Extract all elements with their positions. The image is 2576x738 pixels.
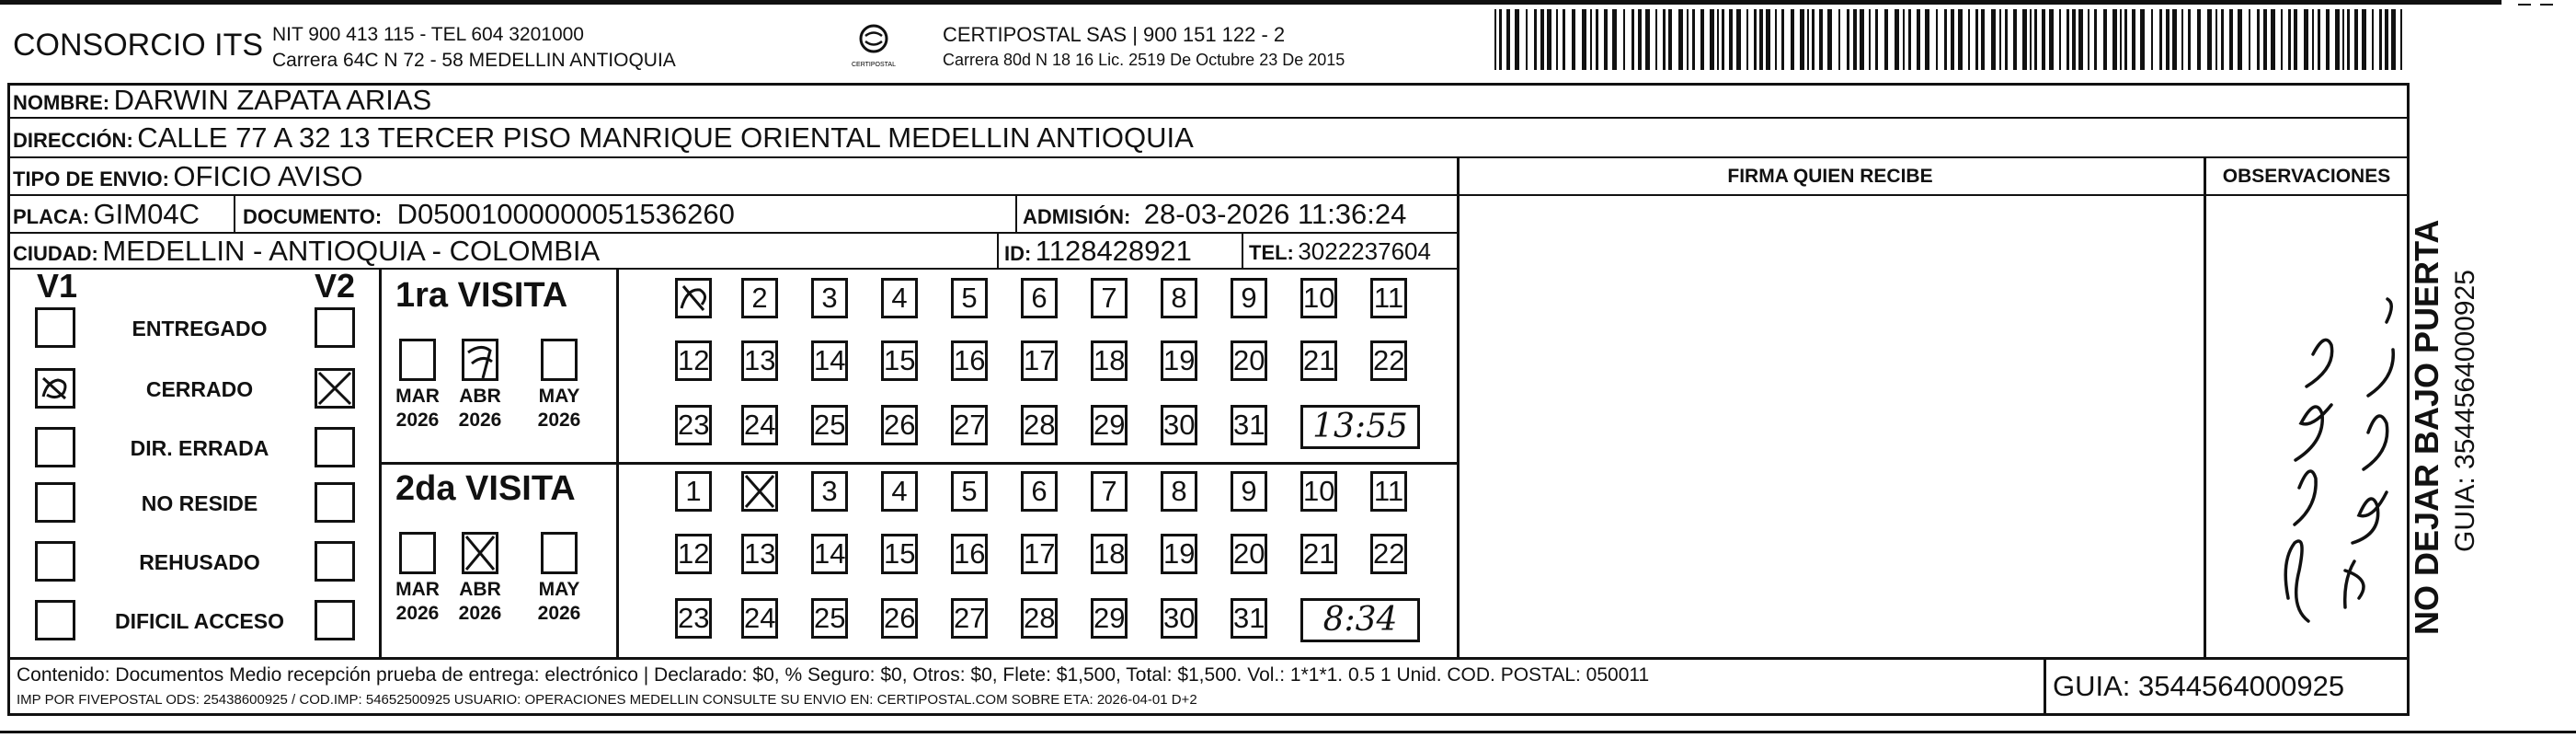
- barcode-bar: [1847, 9, 1849, 70]
- barcode-bar: [1668, 9, 1672, 70]
- direccion-row: [13, 120, 1194, 156]
- second-visit-day-box[interactable]: 25: [811, 598, 848, 639]
- barcode-bar: [1800, 9, 1804, 70]
- first-visit-day-box[interactable]: 17: [1021, 340, 1058, 381]
- nombre-value: DARWIN ZAPATA ARIAS: [113, 84, 432, 116]
- second-visit-month-box[interactable]: [462, 532, 498, 574]
- second-visit-day-box[interactable]: 27: [951, 598, 988, 639]
- v2-checkbox[interactable]: [315, 368, 355, 409]
- barcode-bar: [2140, 9, 2145, 70]
- barcode-bar: [1710, 9, 1714, 70]
- admision-value: 28-03-2026 11:36:24: [1143, 198, 1407, 230]
- barcode-bar: [1645, 9, 1650, 70]
- first-visit-day-box[interactable]: 14: [811, 340, 848, 381]
- second-visit-day-box[interactable]: 9: [1231, 471, 1267, 512]
- ciudad-cell: [13, 234, 600, 269]
- guia-vertical: GUIA: 3544564000925: [2450, 270, 2480, 552]
- barcode-bar: [2229, 9, 2233, 70]
- first-visit-day-box[interactable]: 2: [741, 278, 778, 318]
- cell-divider: [1242, 232, 1243, 269]
- second-visit-day-box[interactable]: 7: [1091, 471, 1128, 512]
- barcode-bar: [2372, 9, 2374, 70]
- second-visit-day-box[interactable]: 22: [1370, 534, 1407, 574]
- status-label: DIR. ERRADA: [130, 436, 269, 460]
- bottom-rule: [0, 731, 2576, 733]
- barcode-bar: [1556, 9, 1558, 70]
- first-visit-day-box[interactable]: 13: [741, 340, 778, 381]
- ciudad-label: CIUDAD:: [13, 242, 98, 265]
- visit-row-divider: [379, 462, 1459, 465]
- barcode-bar: [1968, 9, 1970, 70]
- barcode-bar: [1563, 9, 1565, 70]
- barcode-bar: [1499, 9, 1502, 70]
- barcode-bar: [2120, 9, 2122, 70]
- second-visit-day-box[interactable]: 20: [1231, 534, 1267, 574]
- v2-checkbox[interactable]: [315, 541, 355, 582]
- tel-value: 3022237604: [1298, 237, 1431, 265]
- barcode-bar: [2391, 9, 2396, 70]
- barcode-bar: [2067, 9, 2069, 70]
- first-visit-month-box[interactable]: [541, 339, 578, 381]
- barcode-bar: [1991, 9, 1996, 70]
- first-visit-day-box[interactable]: 10: [1300, 278, 1337, 318]
- tipo-envio-row: [13, 158, 363, 195]
- barcode-bar: [2022, 9, 2027, 70]
- first-visit-month-box[interactable]: [462, 339, 498, 381]
- placa-cell: [13, 196, 200, 233]
- tipo-envio-label: TIPO DE ENVIO:: [13, 167, 169, 190]
- barcode-bar: [1944, 9, 1947, 70]
- second-visit-day-box[interactable]: 11: [1370, 471, 1407, 512]
- first-visit-day-mark: [678, 281, 709, 316]
- admision-label: ADMISIÓN:: [1023, 205, 1131, 228]
- barcode-bar: [2042, 9, 2045, 70]
- barcode-bar: [2221, 9, 2224, 70]
- tel-cell: [1249, 234, 1431, 269]
- barcode-bar: [1903, 9, 1905, 70]
- first-visit-day-box[interactable]: 28: [1021, 405, 1058, 445]
- first-visit-day-box[interactable]: 27: [951, 405, 988, 445]
- first-visit-month-label: MAY: [538, 386, 580, 407]
- second-visit-day-box[interactable]: 23: [675, 598, 712, 639]
- first-visit-title: 1ra VISITA: [395, 276, 568, 315]
- first-visit-day-box[interactable]: 19: [1161, 340, 1197, 381]
- barcode-bar: [1951, 9, 1954, 70]
- first-visit-day-box[interactable]: 11: [1370, 278, 1407, 318]
- barcode-bar: [1827, 9, 1832, 70]
- barcode-bar: [1700, 9, 1704, 70]
- first-visit-day-box[interactable]: 23: [675, 405, 712, 445]
- nombre-row: [13, 83, 431, 118]
- barcode-bar: [1775, 9, 1777, 70]
- second-visit-month-box[interactable]: [541, 532, 578, 574]
- second-visit-day-box[interactable]: 10: [1300, 471, 1337, 512]
- barcode-bar: [1754, 9, 1757, 70]
- barcode-bar: [2094, 9, 2097, 70]
- barcode-bar: [1534, 9, 1537, 70]
- certipostal-line: CERTIPOSTAL SAS | 900 151 122 - 2: [943, 23, 1286, 46]
- status-label: ENTREGADO: [132, 317, 268, 340]
- barcode-bar: [2132, 9, 2135, 70]
- barcode-bar: [1638, 9, 1642, 70]
- barcode-bar: [1853, 9, 1857, 70]
- barcode-bar: [2263, 9, 2267, 70]
- barcode-bar: [2257, 9, 2260, 70]
- barcode-bar: [2294, 9, 2297, 70]
- status-label: NO RESIDE: [141, 491, 258, 515]
- first-visit-day-box[interactable]: 18: [1091, 340, 1128, 381]
- second-visit-month-label: MAR: [395, 579, 440, 600]
- second-visit-time-box[interactable]: [1300, 598, 1420, 642]
- barcode-bar: [1582, 9, 1586, 70]
- second-visit-day-box[interactable]: 1: [675, 471, 712, 512]
- barcode-bar: [2159, 9, 2162, 70]
- barcode-bar: [1526, 9, 1528, 70]
- first-visit-day-box[interactable]: 30: [1161, 405, 1197, 445]
- second-visit-day-box[interactable]: 14: [811, 534, 848, 574]
- barcode-bar: [2281, 9, 2283, 70]
- v2-checkbox[interactable]: [315, 307, 355, 348]
- barcode-bar: [2188, 9, 2191, 70]
- column-divider: [1457, 156, 1460, 659]
- barcode-bar: [1692, 9, 1695, 70]
- barcode-bar: [2304, 9, 2308, 70]
- v2-header: V2: [315, 267, 356, 305]
- second-visit-year-label: 2026: [537, 603, 581, 624]
- first-visit-day-box[interactable]: 24: [741, 405, 778, 445]
- barcode-bar: [1547, 9, 1551, 70]
- barcode-bar: [1766, 9, 1770, 70]
- barcode-bar: [2005, 9, 2008, 70]
- nombre-label: NOMBRE:: [13, 91, 110, 114]
- status-label: DIFICIL ACCESO: [114, 609, 284, 633]
- barcode-bar: [1781, 9, 1784, 70]
- barcode-bar: [1729, 9, 1733, 70]
- second-visit-day-box[interactable]: 15: [881, 534, 918, 574]
- barcode-bar: [2197, 9, 2201, 70]
- v2-checkbox[interactable]: [315, 482, 355, 523]
- first-visit-day-box[interactable]: 31: [1231, 405, 1267, 445]
- barcode-bar: [1717, 9, 1719, 70]
- first-visit-day-box[interactable]: 9: [1231, 278, 1267, 318]
- barcode-bar: [2124, 9, 2127, 70]
- barcode-bar: [1838, 9, 1840, 70]
- barcode-bar: [1925, 9, 1929, 70]
- cell-divider: [1015, 194, 1017, 233]
- direccion-label: DIRECCIÓN:: [13, 129, 133, 152]
- barcode-bar: [1590, 9, 1592, 70]
- second-visit-time-value: 8:34: [1322, 601, 1398, 639]
- second-visit-day-box[interactable]: 18: [1091, 534, 1128, 574]
- barcode-bar: [1895, 9, 1899, 70]
- second-visit-day-box[interactable]: [741, 471, 778, 512]
- barcode-bar: [2326, 9, 2330, 70]
- barcode-bar: [1572, 9, 1575, 70]
- second-visit-day-box[interactable]: 29: [1091, 598, 1128, 639]
- barcode-bar: [1687, 9, 1689, 70]
- contenido-line: Contenido: Documentos Medio recepción prueba de entrega: electrónico | Declarado: $0, % Seguro: $0, Otros: $0, Flete: $1,500, Total: $1,500. Vol.: 1*1*1. 0.5 1 Unid. COD. POSTAL: 050011: [17, 664, 1650, 686]
- barcode-bar: [1596, 9, 1598, 70]
- first-visit-time-value: 13:55: [1312, 408, 1408, 445]
- barcode-bar: [1494, 9, 1496, 70]
- firma-header: FIRMA QUIEN RECIBE: [1727, 166, 1933, 187]
- barcode-bar: [1631, 9, 1634, 70]
- first-visit-time-box[interactable]: [1300, 405, 1420, 449]
- barcode-bar: [2288, 9, 2291, 70]
- first-visit-day-box[interactable]: 6: [1021, 278, 1058, 318]
- barcode-bar: [2249, 9, 2250, 70]
- license-line: Carrera 80d N 18 16 Lic. 2519 De Octubre 23 De 2015: [943, 51, 1345, 69]
- second-visit-year-label: 2026: [458, 603, 502, 624]
- first-visit-day-box[interactable]: 5: [951, 278, 988, 318]
- second-visit-day-box[interactable]: 3: [811, 471, 848, 512]
- column-divider: [2204, 156, 2206, 659]
- v2-checkbox[interactable]: [315, 600, 355, 640]
- placa-label: PLACA:: [13, 205, 90, 228]
- barcode-bar: [2354, 9, 2358, 70]
- top-rule: [0, 0, 2502, 5]
- certipostal-logo: [848, 20, 899, 72]
- second-visit-month-box[interactable]: [399, 532, 436, 574]
- handwritten-observation: [2207, 267, 2410, 653]
- logo-text: CERTIPOSTAL: [852, 62, 896, 68]
- barcode-bar: [1540, 9, 1544, 70]
- first-visit-day-box[interactable]: 25: [811, 405, 848, 445]
- barcode-bar: [1975, 9, 1978, 70]
- second-visit-year-label: 2026: [395, 603, 440, 624]
- barcode-bar: [1819, 9, 1823, 70]
- v2-check-mark: [317, 371, 352, 406]
- barcode-bar: [1655, 9, 1657, 70]
- barcode-bar: [2271, 9, 2275, 70]
- second-visit-day-mark: [744, 474, 775, 509]
- second-visit-title: 2da VISITA: [395, 469, 576, 508]
- barcode-bar: [2335, 9, 2340, 70]
- second-visit-day-box[interactable]: 6: [1021, 471, 1058, 512]
- status-label: CERRADO: [145, 377, 254, 401]
- second-visit-day-box[interactable]: 26: [881, 598, 918, 639]
- id-value: 1128428921: [1035, 235, 1192, 267]
- barcode-bar: [1506, 9, 1510, 70]
- barcode-bar: [2347, 9, 2350, 70]
- second-visit-day-box[interactable]: 19: [1161, 534, 1197, 574]
- barcode-bar: [2238, 9, 2242, 70]
- barcode-bar: [1623, 9, 1625, 70]
- observaciones-header: OBSERVACIONES: [2222, 166, 2391, 187]
- second-visit-day-box[interactable]: 17: [1021, 534, 1058, 574]
- first-visit-day-box[interactable]: 16: [951, 340, 988, 381]
- barcode-bar: [2379, 9, 2382, 70]
- company-name: CONSORCIO ITS: [13, 28, 264, 63]
- first-visit-day-box[interactable]: 29: [1091, 405, 1128, 445]
- barcode-bar: [2034, 9, 2037, 70]
- first-visit-month-box[interactable]: [399, 339, 436, 381]
- nit-line: NIT 900 413 115 - TEL 604 3201000: [272, 24, 584, 45]
- barcode-bar: [2103, 9, 2107, 70]
- first-visit-day-box[interactable]: 12: [675, 340, 712, 381]
- second-visit-day-box[interactable]: 21: [1300, 534, 1337, 574]
- barcode-bar: [2207, 9, 2212, 70]
- barcode-bar: [1791, 9, 1794, 70]
- barcode-bar: [2172, 9, 2177, 70]
- barcode-bar: [1869, 9, 1871, 70]
- barcode-bar: [1722, 9, 1724, 70]
- id-label: ID:: [1004, 242, 1032, 265]
- barcode-bar: [2312, 9, 2314, 70]
- documento-label: DOCUMENTO:: [243, 205, 383, 228]
- barcode-bar: [1958, 9, 1963, 70]
- second-visit-month-label: MAY: [538, 579, 580, 600]
- barcode-bar: [2400, 9, 2402, 70]
- barcode-bar: [1908, 9, 1911, 70]
- second-visit-day-box[interactable]: 30: [1161, 598, 1197, 639]
- first-visit-day-box[interactable]: 21: [1300, 340, 1337, 381]
- barcode-bar: [2318, 9, 2320, 70]
- barcode-bar: [2013, 9, 2017, 70]
- second-visit-day-box[interactable]: 12: [675, 534, 712, 574]
- second-visit-day-box[interactable]: 24: [741, 598, 778, 639]
- barcode-bar: [2385, 9, 2388, 70]
- company-address: Carrera 64C N 72 - 58 MEDELLIN ANTIOQUIA: [272, 50, 676, 71]
- barcode-bar: [1812, 9, 1815, 70]
- first-visit-day-box[interactable]: 8: [1161, 278, 1197, 318]
- cell-divider: [997, 232, 999, 269]
- second-visit-day-box[interactable]: 13: [741, 534, 778, 574]
- first-visit-day-box[interactable]: [675, 278, 712, 318]
- corner-mark: [2540, 4, 2553, 6]
- barcode-bar: [2342, 9, 2344, 70]
- first-visit-day-box[interactable]: 3: [811, 278, 848, 318]
- imp-line: IMP POR FIVEPOSTAL ODS: 25438600925 / COD.IMP: 54652500925 USUARIO: OPERACIONES MEDELLIN CONSULTE SU ENVIO EN: CERTIPOSTAL.COM SOBRE ETA: 2026-04-01 D+2: [17, 692, 1197, 708]
- first-visit-day-box[interactable]: 7: [1091, 278, 1128, 318]
- barcode-bar: [1759, 9, 1763, 70]
- documento-cell: [243, 196, 735, 233]
- first-visit-day-box[interactable]: 26: [881, 405, 918, 445]
- barcode-bar: [2078, 9, 2083, 70]
- barcode-bar: [1917, 9, 1920, 70]
- tipo-envio-value: OFICIO AVISO: [173, 160, 363, 192]
- second-visit-day-box[interactable]: 28: [1021, 598, 1058, 639]
- first-visit-day-box[interactable]: 22: [1370, 340, 1407, 381]
- first-visit-month-label: MAR: [395, 386, 440, 407]
- barcode-bar: [2088, 9, 2089, 70]
- barcode-bar: [2151, 9, 2153, 70]
- barcode-bar: [1678, 9, 1683, 70]
- barcode-bar: [2166, 9, 2170, 70]
- barcode-bar: [2181, 9, 2183, 70]
- second-visit-day-box[interactable]: 4: [881, 471, 918, 512]
- first-visit-month-label: ABR: [459, 386, 501, 407]
- placa-value: GIM04C: [93, 198, 200, 230]
- v2-checkbox[interactable]: [315, 427, 355, 467]
- no-dejar-warning: NO DEJAR BAJO PUERTA: [2408, 219, 2445, 635]
- second-visit-day-box[interactable]: 31: [1231, 598, 1267, 639]
- status-label: REHUSADO: [139, 550, 260, 574]
- second-visit-day-box[interactable]: 5: [951, 471, 988, 512]
- barcode-bar: [1663, 9, 1666, 70]
- first-visit-year-label: 2026: [395, 409, 440, 431]
- documento-value: D05001000000051536260: [396, 198, 735, 230]
- footer-guia: GUIA: 3544564000925: [2053, 670, 2345, 702]
- first-visit-day-box[interactable]: 15: [881, 340, 918, 381]
- second-visit-day-box[interactable]: 8: [1161, 471, 1197, 512]
- v1-header: V1: [37, 267, 78, 305]
- direccion-value: CALLE 77 A 32 13 TERCER PISO MANRIQUE ORIENTAL MEDELLIN ANTIOQUIA: [137, 121, 1194, 154]
- barcode-bar: [1612, 9, 1617, 70]
- barcode-bar: [1736, 9, 1741, 70]
- footer-divider: [7, 657, 2410, 660]
- barcode-bar: [1604, 9, 1608, 70]
- barcode-bar: [2072, 9, 2076, 70]
- barcode-bar: [1936, 9, 1938, 70]
- barcode-bar: [1999, 9, 2001, 70]
- second-visit-day-box[interactable]: 16: [951, 534, 988, 574]
- first-visit-year-label: 2026: [458, 409, 502, 431]
- tel-label: TEL:: [1249, 241, 1294, 264]
- corner-mark: [2518, 4, 2531, 6]
- id-cell: [1004, 234, 1192, 269]
- first-visit-day-box[interactable]: 4: [881, 278, 918, 318]
- barcode: [1494, 9, 2414, 74]
- first-visit-year-label: 2026: [537, 409, 581, 431]
- barcode-bar: [2112, 9, 2117, 70]
- barcode-bar: [1515, 9, 1519, 70]
- barcode-bar: [1746, 9, 1748, 70]
- second-visit-month-label: ABR: [459, 579, 501, 600]
- barcode-bar: [2030, 9, 2032, 70]
- barcode-bar: [2215, 9, 2217, 70]
- barcode-bar: [2049, 9, 2054, 70]
- first-visit-day-box[interactable]: 20: [1231, 340, 1267, 381]
- footer-column-divider: [2044, 657, 2046, 716]
- cell-divider: [234, 194, 235, 233]
- barcode-bar: [2362, 9, 2366, 70]
- barcode-bar: [1860, 9, 1864, 70]
- barcode-bar: [2059, 9, 2061, 70]
- barcode-bar: [1884, 9, 1888, 70]
- barcode-bar: [1807, 9, 1809, 70]
- ciudad-value: MEDELLIN - ANTIOQUIA - COLOMBIA: [102, 235, 601, 267]
- barcode-bar: [1981, 9, 1985, 70]
- admision-cell: [1023, 196, 1406, 233]
- barcode-bar: [1875, 9, 1878, 70]
